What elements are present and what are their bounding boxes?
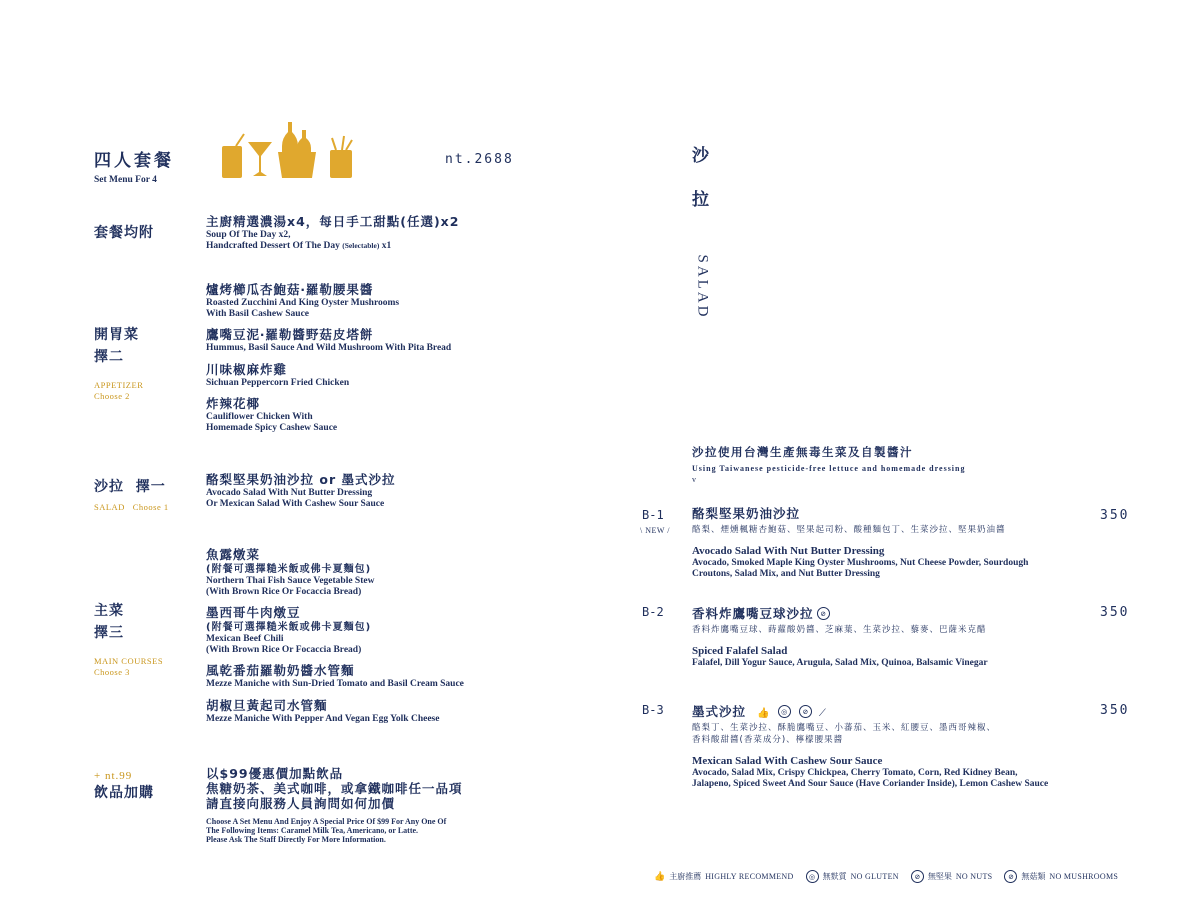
salad-vertical-zh-2: 拉 bbox=[692, 190, 710, 210]
salad-choice-en-2: Or Mexican Salad With Cashew Sour Sauce bbox=[206, 498, 385, 509]
glass-icon bbox=[222, 146, 242, 178]
included-zh: 主廚精選濃湯x4，每日手工甜點(任選)x2 bbox=[206, 214, 460, 229]
main-section-label bbox=[94, 600, 163, 678]
main-heading-2: 擇三 bbox=[94, 625, 124, 641]
item-desc-en-1: Falafel, Dill Yogur Sauce, Arugula, Salad Mix, Quinoa, Balsamic Vinegar bbox=[692, 658, 988, 668]
no-gluten-icon: ◎ bbox=[806, 870, 819, 883]
item-desc-en-1: Avocado, Smoked Maple King Oyster Mushrooms, Nut Cheese Powder, Sourdough bbox=[692, 558, 1029, 568]
item-desc-zh-1: 酪梨丁、生菜沙拉、酥脆鷹嘴豆、小蕃茄、玉米、紅腰豆、墨西哥辣椒、 bbox=[692, 723, 997, 733]
list-item: 風乾番茄羅勒奶醬水管麵 Mezze Maniche with Sun-Dried Tomato and Basil Cream Sauce bbox=[206, 663, 464, 689]
list-item: 魚露燉菜 (附餐可選擇糙米飯或佛卡夏麵包) Northern Thai Fish Sauce Vegetable Stew (With Brown Rice Or Focaccia Bread) bbox=[206, 547, 375, 597]
included-en-line1: Soup Of The Day x2, bbox=[206, 230, 291, 240]
list-item: 川味椒麻炸雞 Sichuan Peppercorn Fried Chicken bbox=[206, 361, 350, 388]
set-menu-title bbox=[94, 146, 174, 185]
bucket-icon bbox=[278, 152, 316, 178]
appetizer-heading-en: APPETIZER bbox=[94, 380, 144, 390]
item-name-en: Spiced Falafel Salad bbox=[692, 645, 788, 657]
item-desc-zh: 香料炸鷹嘴豆球、蒔蘿酸奶醬、芝麻葉、生菜沙拉、藜麥、巴薩米克醋 bbox=[692, 625, 987, 635]
item-price: 350 bbox=[1100, 605, 1130, 620]
new-tag: \ NEW / bbox=[640, 526, 671, 535]
legend-item: 👍 主廚推薦 HIGHLY RECOMMEND bbox=[654, 871, 794, 882]
salad-choice-en-1: Avocado Salad With Nut Butter Dressing bbox=[206, 488, 373, 498]
salad-vertical-zh-1: 沙 bbox=[692, 146, 710, 166]
drink-en-1: Choose A Set Menu And Enjoy A Special Price Of $99 For Any One Of bbox=[206, 817, 447, 826]
drinks-illustration bbox=[218, 116, 362, 182]
main-choose: Choose 3 bbox=[94, 667, 130, 677]
main-list bbox=[206, 547, 536, 732]
included-details bbox=[206, 214, 546, 251]
legend-item: ⊘ 無菇類 NO MUSHROOMS bbox=[1004, 870, 1118, 883]
no-nuts-icon: ⊘ bbox=[799, 705, 812, 718]
legend-item: ⊘ 無堅果 NO NUTS bbox=[911, 870, 993, 883]
set-menu-title-en: Set Menu For 4 bbox=[94, 175, 157, 185]
thumbs-up-icon: 👍 bbox=[654, 871, 666, 882]
drink-price: + nt.99 bbox=[94, 770, 133, 782]
dietary-legend bbox=[654, 870, 1118, 883]
item-name-zh: 香料炸鷹嘴豆球沙拉 bbox=[692, 606, 814, 621]
item-price: 350 bbox=[1100, 508, 1130, 523]
chili-pepper-icon: ⟋ bbox=[818, 708, 826, 719]
cocktail-glass-icon bbox=[248, 142, 272, 176]
salad-choice bbox=[206, 472, 526, 509]
main-heading-en: MAIN COURSES bbox=[94, 656, 164, 666]
thumbs-up-icon: 👍 bbox=[757, 708, 770, 719]
included-en-line2: Handcrafted Dessert Of The Day (Selectable) x1 bbox=[206, 240, 392, 251]
item-name-zh: 酪梨堅果奶油沙拉 bbox=[692, 506, 801, 521]
item-desc-en-1: Avocado, Salad Mix, Crispy Chickpea, Cherry Tomato, Corn, Red Kidney Bean, bbox=[692, 768, 1018, 778]
no-mushrooms-icon: ⊘ bbox=[1004, 870, 1017, 883]
item-desc-zh-2: 香料酸甜醬(香菜成分)、檸檬腰果醬 bbox=[692, 735, 844, 745]
appetizer-heading-1: 開胃菜 bbox=[94, 327, 139, 343]
list-item: 爐烤櫛瓜杏鮑菇‧羅勒腰果醬 Roasted Zucchini And King Oyster Mushrooms With Basil Cashew Sauce bbox=[206, 282, 400, 319]
drink-zh-2: 焦糖奶茶、美式咖啡，或拿鐵咖啡任一品項 bbox=[206, 781, 463, 796]
item-name-zh: 墨式沙拉 bbox=[692, 704, 747, 719]
drink-zh-1: 以$99優惠價加點飲品 bbox=[206, 766, 344, 781]
drink-heading: 飲品加購 bbox=[94, 785, 154, 801]
list-item: 墨西哥牛肉燉豆 (附餐可選擇糙米飯或佛卡夏麵包) Mexican Beef Chili (With Brown Rice Or Focaccia Bread) bbox=[206, 605, 372, 655]
salad-choice-zh: 酪梨堅果奶油沙拉 or 墨式沙拉 bbox=[206, 472, 396, 487]
salad-vertical-en: SALAD bbox=[694, 254, 711, 320]
salad-note-en: Using Taiwanese pesticide-free lettuce and homemade dressing bbox=[692, 464, 966, 473]
drink-zh-3: 請直接向服務人員詢問如何加價 bbox=[206, 796, 396, 811]
item-code: B-1 bbox=[642, 508, 664, 522]
item-code: B-2 bbox=[642, 605, 664, 619]
list-item: 胡椒旦黃起司水管麵 Mezze Maniche With Pepper And Vegan Egg Yolk Cheese bbox=[206, 697, 440, 724]
drink-en-2: The Following Items: Caramel Milk Tea, Americano, or Latte. bbox=[206, 826, 419, 835]
item-desc-en-2: Croutons, Salad Mix, and Nut Butter Dressing bbox=[692, 569, 880, 579]
drink-section-label bbox=[94, 770, 154, 804]
salad-note-zh: 沙拉使用台灣生產無毒生菜及自製醬汁 bbox=[692, 445, 913, 459]
no-gluten-icon: ◎ bbox=[778, 705, 791, 718]
item-name-en: Avocado Salad With Nut Butter Dressing bbox=[692, 545, 885, 557]
list-item: 炸辣花椰 Cauliflower Chicken With Homemade Spicy Cashew Sauce bbox=[206, 396, 338, 433]
no-nuts-icon: ⊘ bbox=[911, 870, 924, 883]
glass-icon bbox=[330, 150, 352, 178]
salad-section-label bbox=[94, 476, 169, 513]
appetizer-list bbox=[206, 282, 526, 441]
appetizer-heading-2: 擇二 bbox=[94, 349, 124, 365]
main-heading-1: 主菜 bbox=[94, 603, 124, 619]
bottle-icon bbox=[282, 122, 298, 156]
drink-en-3: Please Ask The Staff Directly For More Information. bbox=[206, 835, 386, 844]
item-desc-zh: 酪梨、煙燻楓糖杏鮑菇、堅果起司粉、酸種麵包丁、生菜沙拉、堅果奶油醬 bbox=[692, 525, 1006, 535]
item-desc-en-2: Jalapeno, Spiced Sweet And Sour Sauce (Have Coriander Inside), Lemon Cashew Sauce bbox=[692, 779, 1049, 789]
item-code: B-3 bbox=[642, 703, 664, 717]
item-name-en: Mexican Salad With Cashew Sour Sauce bbox=[692, 755, 883, 767]
salad-heading-en: SALAD Choose 1 bbox=[94, 502, 169, 512]
no-nuts-icon: ⊘ bbox=[817, 607, 830, 620]
salad-note bbox=[692, 444, 965, 484]
included-heading: 套餐均附 bbox=[94, 225, 154, 241]
legend-item: ◎ 無麩質 NO GLUTEN bbox=[806, 870, 899, 883]
item-price: 350 bbox=[1100, 703, 1130, 718]
drink-details bbox=[206, 766, 546, 844]
list-item: 鷹嘴豆泥‧羅勒醬野菇皮塔餅 Hummus, Basil Sauce And Wild Mushroom With Pita Bread bbox=[206, 327, 452, 353]
salad-heading: 沙拉 擇一 bbox=[94, 479, 166, 495]
chevron-down-icon: v bbox=[692, 475, 696, 484]
set-menu-price: nt.2688 bbox=[445, 152, 514, 167]
set-menu-title-zh: 四人套餐 bbox=[94, 151, 174, 171]
appetizer-section-label bbox=[94, 324, 143, 402]
appetizer-choose: Choose 2 bbox=[94, 391, 130, 401]
